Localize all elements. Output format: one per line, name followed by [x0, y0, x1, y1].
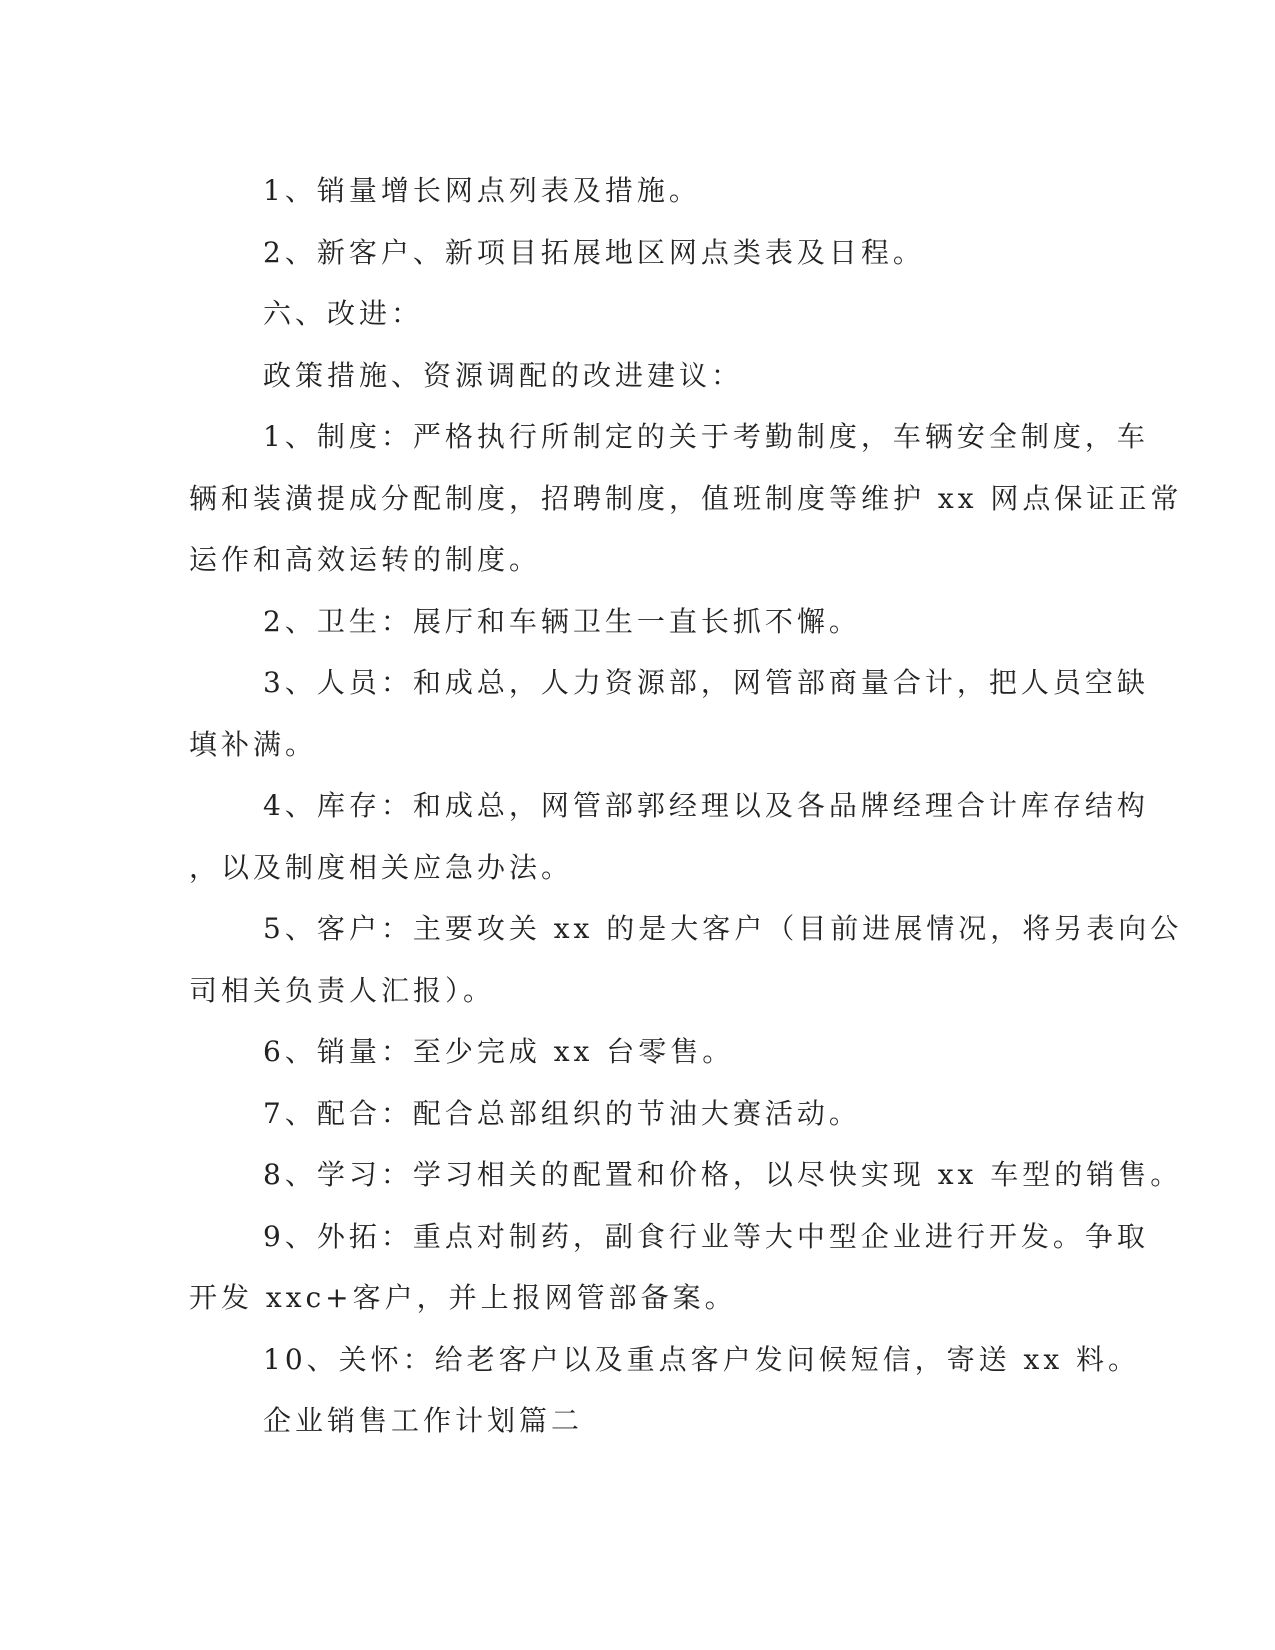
- paragraph-line: 8、学习：学习相关的配置和价格，以尽快实现 xx 车型的销售。: [263, 1158, 1183, 1191]
- section-title: 企业销售工作计划篇二: [263, 1404, 584, 1437]
- paragraph-line: 6、销量：至少完成 xx 台零售。: [263, 1035, 735, 1068]
- paragraph-line: 辆和装潢提成分配制度，招聘制度，值班制度等维护 xx 网点保证正常: [189, 481, 1183, 515]
- paragraph-line: 填补满。: [189, 727, 318, 761]
- paragraph-line: 开发 xxc+客户，并上报网管部备案。: [189, 1281, 737, 1314]
- document-body: [189, 160, 1183, 1452]
- paragraph-line: 1、制度：严格执行所制定的关于考勤制度，车辆安全制度，车: [263, 420, 1149, 453]
- paragraph-line: 司相关负责人汇报）。: [189, 973, 496, 1007]
- paragraph-line: 1、销量增长网点列表及措施。: [263, 174, 701, 207]
- paragraph-line: 10、关怀：给老客户以及重点客户发问候短信，寄送 xx 料。: [263, 1342, 1141, 1376]
- paragraph-line: 3、人员：和成总，人力资源部，网管部商量合计，把人员空缺: [263, 666, 1149, 699]
- paragraph-line: 运作和高效运转的制度。: [189, 543, 542, 576]
- paragraph-line: 政策措施、资源调配的改进建议：: [263, 358, 744, 392]
- paragraph-line: 2、卫生：展厅和车辆卫生一直长抓不懈。: [263, 604, 861, 638]
- paragraph-line: 7、配合：配合总部组织的节油大赛活动。: [263, 1096, 861, 1130]
- paragraph-line: ，以及制度相关应急办法。: [189, 850, 574, 884]
- section-heading: 六、改进：: [263, 297, 424, 330]
- paragraph-line: 9、外拓：重点对制药，副食行业等大中型企业进行开发。争取: [263, 1219, 1149, 1253]
- paragraph-line: 4、库存：和成总，网管部郭经理以及各品牌经理合计库存结构: [263, 789, 1149, 822]
- paragraph-line: 5、客户：主要攻关 xx 的是大客户（目前进展情况，将另表向公: [263, 912, 1183, 945]
- paragraph-line: 2、新客户、新项目拓展地区网点类表及日程。: [263, 235, 925, 269]
